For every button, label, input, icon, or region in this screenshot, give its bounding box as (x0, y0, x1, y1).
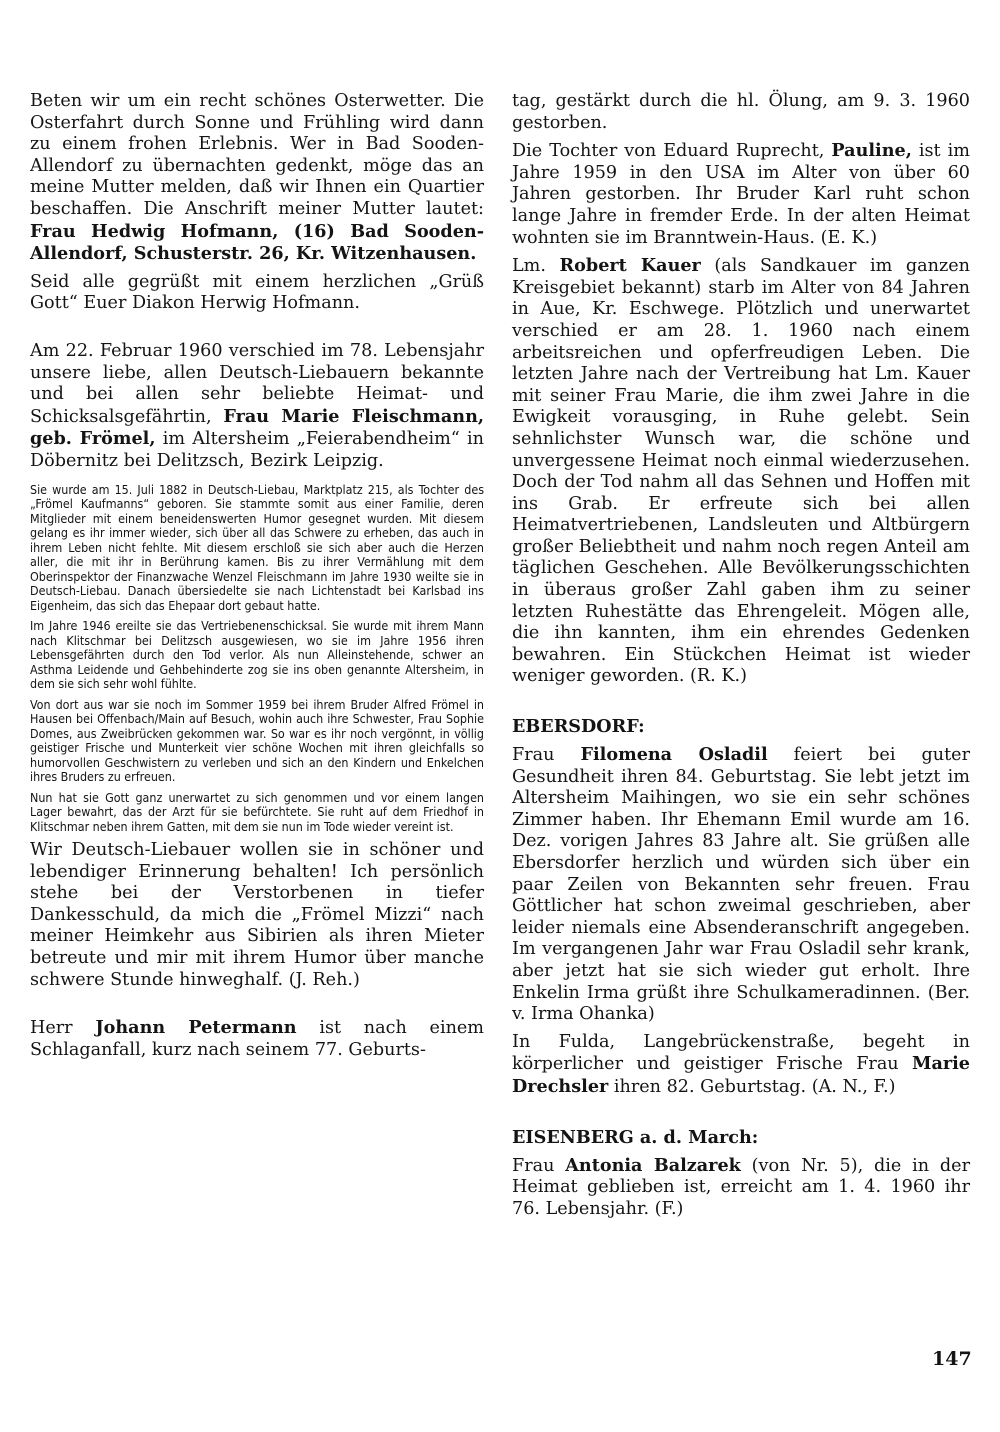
paragraph-text: Die Tochter von Eduard Ruprecht, (512, 141, 832, 162)
paragraph-ruprecht (512, 140, 970, 249)
small-paragraph-biography-4: Nun hat sie Gott ganz unerwartet zu sich genommen und vor einem langen Lager bewahrt, das der Arzt für sie befürchtete. Sie ruht auf dem Friedhof in Klitschmar neben ihrem Gatten, mit dem sie nun im Tode wieder vereint ist. (30, 789, 484, 834)
paragraph-text: (als Sandkauer im ganzen Kreisgebiet bekannt) starb im Alter von 84 Jahren in Aue, Kr. Eschwege. Plötzlich und unerwartet verschied er am 28. 1. 1960 nach einem arbeitsreichen und opferfreudigen Leben. Die letzten Jahre nach der Vertreibung hat Lm. Kauer mit seiner Frau Marie, die ihm zwei Jahre in die Ewigkeit vorausging, in Ruhe gelebt. Sein sehnlichster Wunsch war, die schöne und unvergessene Heimat noch einmal wiederzusehen. Doch der Tod nahm all das Sehnen und Hoffen mit ins Grab. Er erfreute sich bei allen Heimatvertriebenen, Landsleuten und Altbürgern großer Beliebtheit und nahm noch regen Anteil am täglichen Geschehen. Alle Bevölkerungsschichten in überaus großer Zahl gaben ihm zu seiner letzten Ruhestätte das Ehrengeleit. Mögen alle, die ihn kannten, ihm ein ehrendes Gedenken bewahren. Ein Stückchen Heimat ist wieder weniger geworden. (R. K.) (512, 256, 970, 687)
section-heading-eisenberg: EISENBERG a. d. March: (512, 1126, 759, 1148)
right-column (512, 91, 970, 1220)
paragraph-text: Herr (30, 1018, 96, 1039)
small-paragraph-biography-1: Sie wurde am 15. Juli 1882 in Deutsch-Liebau, Marktplatz 215, als Tochter des „Frömel Kaufmanns“ geboren. Sie stammte somit aus einer Familie, deren Mitglieder mit einem beneidenswerten Humor gesegnet wurden. Mit diesem gelang es ihr immer wieder, sich über all das Schwere zu erheben, das auch in ihrem Leben nicht fehlte. Mit diesem erschloß sie sich aber auch die Herzen aller, die mit ihr in Berührung kamen. Bis zu ihrer Vermählung mit dem Oberinspektor der Finanzwache Wenzel Fleischmann im Jahre 1930 weilte sie in Deutsch-Liebau. Danach übersiedelte sie nach Lichtenstadt bei Karlsbad ins Eigenheim, das sich das Ehepaar dort gebaut hatte. (30, 481, 484, 613)
name-bold: Johann Petermann (95, 1017, 297, 1039)
paragraph-petermann-continued: tag, gestärkt durch die hl. Ölung, am 9. 3. 1960 gestorben. (512, 91, 970, 133)
section-heading-ebersdorf: EBERSDORF: (512, 716, 645, 738)
address-bold: Frau Hedwig Hofmann, (16) Bad Sooden-Allendorf, Schusterstr. 26, Kr. Witzenhausen. (30, 220, 484, 265)
paragraph-greeting: Seid alle gegrüßt mit einem herzlichen „Grüß Gott“ Euer Diakon Herwig Hofmann. (30, 271, 484, 314)
paragraph-text: Lm. (512, 256, 560, 277)
paragraph-memory: Wir Deutsch-Liebauer wollen sie in schöner und lebendiger Erinnerung behalten! Ich persönlich stehe bei der Verstorbenen in tiefer Dankesschuld, da mich die „Frömel Mizzi“ nach meiner Heimkehr aus Sibirien als ihren Mieter betreute und mir mit ihrem Humor über manche schwere Stunde hinweghalf. (J. Reh.) (30, 840, 484, 990)
paragraph-text: ist nach einem Schlaganfall, kurz nach seinem 77. Geburts- (30, 1018, 484, 1060)
paragraph-petermann (30, 1017, 484, 1061)
left-column (30, 91, 484, 1061)
small-paragraph-biography-2: Im Jahre 1946 ereilte sie das Vertriebenenschicksal. Sie wurde mit ihrem Mann nach Klitschmar bei Delitzsch ausgewiesen, wo sie im Jahre 1956 ihren Lebensgefährten durch den Tod verlor. Als nun Alleinstehende, schwer an Asthma Leidende und Gehbehinderte zog sie ins oben genannte Altersheim, in dem sie sich sehr wohl fühlte. (30, 618, 484, 691)
paragraph-text: Frau (512, 1155, 566, 1176)
page-number: 147 (932, 1348, 972, 1370)
paragraph-kauer (512, 255, 970, 688)
paragraph-text: In Fulda, Langebrückenstraße, begeht in körperlicher und geistiger Frische Frau (512, 1031, 970, 1075)
paragraph-text: ihren 82. Geburtstag. (A. N., F.) (608, 1076, 896, 1097)
small-paragraph-biography-3: Von dort aus war sie noch im Sommer 1959 bei ihrem Bruder Alfred Frömel in Hausen bei Offenbach/Main auf Besuch, wohin auch ihre Schwester, Frau Sophie Domes, aus Zweibrücken gekommen war. So war es ihr noch vergönnt, in völlig geistiger Frische und Munterkeit vier schöne Wochen mit ihren gleichfalls so humorvollen Geschwistern zu verleben und sich an den Kindern und Enkelchen ihres Bruders zu erfreuen. (30, 696, 484, 784)
paragraph-drechsler (512, 1032, 970, 1099)
name-bold: Robert Kauer (559, 255, 701, 277)
paragraph-easter-trip (30, 91, 484, 266)
name-bold: Marie Drechsler (512, 1053, 970, 1097)
paragraph-text: Frau (512, 745, 581, 766)
paragraph-balzarek (512, 1155, 970, 1221)
paragraph-text: Beten wir um ein recht schönes Osterwetter. Die Osterfahrt durch Sonne und Frühling wird dann zu einem frohen Erlebnis. Wer in Bad Sooden-Allendorf zu übernachten gedenkt, möge das an meine Mutter melden, daß wir Ihnen ein Quartier beschaffen. Die Anschrift meiner Mutter lautet: (30, 91, 484, 219)
name-bold: Antonia Balzarek (565, 1154, 741, 1176)
paragraph-obituary-fleischmann (30, 341, 484, 473)
paragraph-osladil (512, 744, 970, 1026)
name-bold: Frau Marie Fleischmann, geb. Frömel, (30, 405, 484, 450)
name-bold: Filomena Osladil (580, 744, 768, 766)
paragraph-text: Am 22. Februar 1960 verschied im 78. Lebensjahr unsere liebe, allen Deutsch-Liebauern bekannte und bei allen sehr beliebte Heimat- und Schicksalsgefährtin, (30, 340, 484, 427)
paragraph-text: im Altersheim „Feierabendheim“ in Döbernitz bei Delitzsch, Bezirk Leipzig. (30, 429, 484, 471)
name-bold: Pauline, (831, 140, 912, 162)
paragraph-text: (von Nr. 5), die in der Heimat geblieben ist, erreicht am 1. 4. 1960 ihr 76. Lebensjahr. (F.) (512, 1155, 970, 1219)
paragraph-text: ist im Jahre 1959 in den USA im Alter von über 60 Jahren gestorben. Ihr Bruder Karl ruht schon lange Jahre in fremder Erde. In der alten Heimat wohnten sie im Branntwein-Haus. (E. K.) (512, 141, 970, 248)
paragraph-text: feiert bei guter Gesundheit ihren 84. Geburtstag. Sie lebt jetzt im Altersheim Maihingen, wo sie ein sehr schönes Zimmer haben. Ihr Ehemann Emil wurde am 16. Dez. vorigen Jahres 83 Jahre alt. Sie grüßen alle Ebersdorfer herzlich und würden sich über ein paar Zeilen von Bekannten sehr freuen. Frau Göttlicher hat schon zweimal geschrieben, aber leider niemals eine Absenderanschrift angegeben. Im vergangenen Jahr war Frau Osladil sehr krank, aber jetzt hat sie sich wieder gut erholt. Ihre Enkelin Irma grüßt ihre Schulkameradinnen. (Ber. v. Irma Ohanka) (512, 745, 970, 1025)
